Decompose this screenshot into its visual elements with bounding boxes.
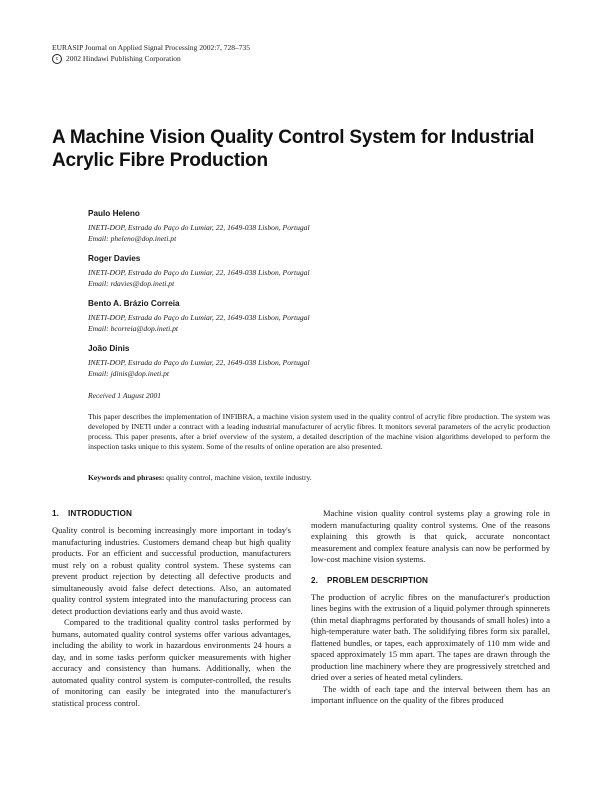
author-email[interactable]: Email: bcorreia@dop.ineti.pt: [88, 323, 179, 333]
paragraph: The production of acrylic fibres on the manufacturer's production lines begins with the extrusion of a liquid polymer through spinnerets (thin metal diaphragms perforated by thousands of small holes) into a high-temperature water bath. The solidifying fibres form six parallel, flattened bundles, or tapes, each approximately of 110 mm wide and spaced approximately 15 mm apart. The tapes are drawn through the production line machinery where they are progressively stretched and dried over a series of heated metal cylinders.: [311, 591, 550, 682]
author-email[interactable]: Email: rdavies@dop.ineti.pt: [88, 278, 175, 288]
author-block: [88, 208, 548, 244]
section-heading-problem-description: [311, 575, 550, 586]
section-title: INTRODUCTION: [68, 509, 132, 518]
paragraph: Quality control is becoming increasingly more important in today's manufacturing industries. Customers demand cheap but high quality products. For an efficient and successful production, manufacturers must rely on a robust quality control system. These systems can prevent product rejection by detecting all defective products and simultaneously avoid false defect detections. Also, an automated quality control system integrated into the manufacturing process can detect production deviations early and thus avoid waste.: [52, 525, 291, 616]
section-title: PROBLEM DESCRIPTION: [327, 575, 429, 585]
author-affiliation: INETI-DOP, Estrada do Paço do Lumiar, 22, 1649-038 Lisbon, Portugal: [88, 223, 310, 232]
copyright-text: 2002 Hindawi Publishing Corporation: [66, 54, 181, 63]
left-column: [52, 508, 291, 709]
section-number: 2.: [311, 575, 319, 585]
section-heading-introduction: [52, 508, 291, 519]
author-list: [88, 208, 548, 388]
author-affiliation: INETI-DOP, Estrada do Paço do Lumiar, 22, 1649-038 Lisbon, Portugal: [88, 358, 310, 367]
keywords: [88, 473, 550, 483]
paper-title: A Machine Vision Quality Control System for Industrial Acrylic Fibre Production: [52, 127, 535, 171]
paragraph: The width of each tape and the interval between them has an important influence on the quality of the fibres produced: [311, 683, 550, 705]
author-block: [88, 343, 548, 379]
author-affiliation: INETI-DOP, Estrada do Paço do Lumiar, 22, 1649-038 Lisbon, Portugal: [88, 268, 310, 277]
author-name: João Dinis: [88, 344, 130, 353]
section-number: 1.: [52, 509, 60, 518]
author-name: Roger Davies: [88, 254, 141, 263]
abstract: This paper describes the implementation of INFIBRA, a machine vision system used in the quality control of acrylic fibre production. The system was developed by INETI under a contract with a leading industrial manufacturer of acrylic fibres. It monitors several parameters of the acrylic production process. This paper presents, after a brief overview of the system, a detailed description of the machine vision algorithms developed to perform the inspection tasks unique to this system. Some of the results of online operation are also presented.: [88, 412, 550, 451]
author-email[interactable]: Email: pheleno@dop.ineti.pt: [88, 233, 177, 243]
author-name: Paulo Heleno: [88, 209, 140, 218]
received-date: Received 1 August 2001: [88, 391, 162, 400]
paragraph: Machine vision quality control systems play a growing role in modern manufacturing quality control systems. One of the reasons explaining this growth is that quick, accurate noncontact measurement and complex feature analysis can now be performed by low-cost machine vision systems.: [311, 508, 550, 564]
author-affiliation: INETI-DOP, Estrada do Paço do Lumiar, 22, 1649-038 Lisbon, Portugal: [88, 313, 310, 322]
paragraph: Compared to the traditional quality control tasks performed by humans, automated quality control systems offer various advantages, including the ability to work in hazardous environments 24 hours a day, and in some tasks perform quicker measurements with higher accuracy and consistency than humans. Additionally, when the automated quality control system is computer-controlled, the results of monitoring can easily be integrated into the manufacturer's statistical process control.: [52, 617, 291, 708]
journal-header: [52, 42, 250, 64]
author-name: Bento A. Brázio Correia: [88, 299, 180, 308]
right-column: [311, 508, 550, 707]
copyright-icon: c: [52, 54, 62, 64]
author-block: [88, 298, 548, 334]
keywords-text: quality control, machine vision, textile industry.: [166, 473, 312, 482]
copyright-line: [52, 53, 250, 64]
keywords-label: Keywords and phrases:: [88, 473, 165, 482]
author-email[interactable]: Email: jdinis@dop.ineti.pt: [88, 368, 170, 378]
journal-citation: EURASIP Journal on Applied Signal Processing 2002:7, 728–735: [52, 43, 251, 52]
author-block: [88, 253, 548, 289]
